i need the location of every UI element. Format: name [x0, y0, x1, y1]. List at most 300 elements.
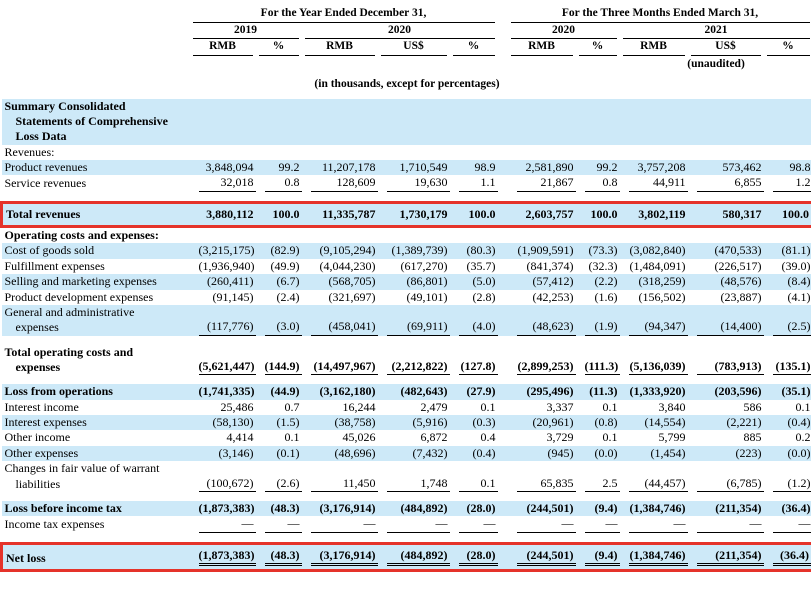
- cell-value: 16,244: [342, 399, 376, 414]
- row-label: General and administrative expenses: [2, 305, 190, 336]
- group-gap: [498, 345, 508, 376]
- cell-value: [190, 99, 256, 145]
- group-gap: [498, 501, 508, 516]
- cell-value: 885: [743, 430, 762, 445]
- cell-value: (20,961): [508, 415, 576, 430]
- group-gap: [498, 99, 508, 145]
- cell-value: (260,411): [190, 274, 256, 289]
- comprehensive-loss-table: [0, 6, 811, 572]
- cell-value: —: [688, 516, 764, 532]
- row-label: Fulfillment expenses: [4, 258, 105, 273]
- cell-value: (57,412): [508, 274, 576, 289]
- row-label: Other income: [4, 430, 71, 445]
- cell-value: 0.8: [576, 175, 620, 191]
- cell-value: 2,479: [420, 399, 448, 414]
- cell-value: —: [450, 516, 498, 532]
- row-label: Product development expenses: [4, 289, 154, 304]
- cell-value: —: [576, 516, 620, 532]
- cell-value: (1,389,739): [378, 243, 450, 258]
- cell-value: [576, 99, 620, 145]
- cell-value: (4,044,230): [319, 258, 376, 273]
- cell-value: (211,354): [688, 501, 764, 516]
- cell-value: (2,899,253): [508, 345, 576, 376]
- cell-value: (318,259): [620, 274, 688, 289]
- cell-value: 0.1: [602, 430, 618, 445]
- cell-value: 0.1: [480, 399, 496, 414]
- col-pct-2020q: %: [576, 39, 620, 56]
- year-2020-annual: 2020: [302, 23, 498, 40]
- cell-value: (82.9): [256, 243, 302, 258]
- cell-value: 44,911: [620, 175, 688, 191]
- group-gap: [498, 305, 508, 336]
- cell-value: [688, 145, 764, 160]
- cell-value: (14,554): [620, 415, 688, 430]
- group-gap: [498, 543, 508, 570]
- cell-value: (39.0): [781, 258, 811, 273]
- cell-value: (945): [508, 446, 576, 461]
- cell-value: (14,497,967): [302, 345, 378, 376]
- cell-value: 2.5: [576, 461, 620, 492]
- header-currency-row: [2, 39, 811, 56]
- cell-value: (3,176,914): [302, 501, 378, 516]
- cell-value: (36.4): [764, 543, 811, 570]
- group-gap: [498, 160, 508, 175]
- cell-value: 3,729: [546, 430, 574, 445]
- cell-value: 11,207,178: [302, 160, 378, 175]
- table-row: [2, 305, 811, 336]
- cell-value: 5,799: [658, 430, 686, 445]
- row-label: Revenues:: [4, 144, 55, 159]
- cell-value: (91,145): [212, 289, 254, 304]
- cell-value: (203,596): [688, 384, 764, 399]
- cell-value: 1,748: [378, 461, 450, 492]
- group-gap: [498, 243, 508, 258]
- cell-value: (69,911): [378, 305, 450, 336]
- cell-value: —: [620, 516, 688, 532]
- table-row: [2, 160, 811, 175]
- group-gap: [498, 227, 508, 244]
- cell-value: —: [764, 516, 811, 532]
- cell-value: [302, 227, 378, 244]
- cell-value: (80.3): [450, 243, 498, 258]
- cell-value: (1.6): [594, 289, 618, 304]
- row-label: Product revenues: [2, 160, 190, 175]
- cell-value: (94,347): [620, 305, 688, 336]
- table-row: [2, 461, 811, 492]
- col-pct-2021q: %: [764, 39, 811, 56]
- cell-value: (27.9): [450, 384, 498, 399]
- cell-value: [620, 99, 688, 145]
- year-2021-quarter: 2021: [620, 23, 811, 40]
- cell-value: 3,848,094: [190, 160, 256, 175]
- cell-value: [508, 145, 576, 160]
- cell-value: [508, 227, 576, 244]
- units-note: (in thousands, except for percentages): [314, 77, 500, 90]
- row-label: Summary Consolidated Statements of Comprehensive Loss Data: [2, 99, 190, 145]
- cell-value: (9.4): [576, 543, 620, 570]
- table-row: [2, 543, 811, 570]
- row-label: Other expenses: [2, 446, 190, 461]
- cell-value: (3,162,180): [302, 384, 378, 399]
- col-pct-2019: %: [256, 39, 302, 56]
- group-gap: [498, 446, 508, 461]
- table-row: [2, 274, 811, 289]
- cell-value: (48.3): [256, 543, 302, 570]
- cell-value: (321,697): [328, 289, 376, 304]
- row-label: Net loss: [2, 543, 190, 570]
- cell-value: (7,432): [378, 446, 450, 461]
- cell-value: (48,623): [508, 305, 576, 336]
- cell-value: [688, 227, 764, 244]
- table-row: [2, 430, 811, 445]
- spacer-row: [2, 192, 811, 203]
- col-group-year-ended: For the Year Ended December 31,: [190, 6, 498, 23]
- col-group-three-months: For the Three Months Ended March 31,: [508, 6, 811, 23]
- cell-value: (3,146): [190, 446, 256, 461]
- cell-value: (3,082,840): [620, 243, 688, 258]
- table-header: [2, 6, 811, 99]
- cell-value: (0.0): [764, 446, 811, 461]
- cell-value: (470,533): [688, 243, 764, 258]
- spacer-cell: [2, 192, 811, 203]
- cell-value: (2,212,822): [378, 345, 450, 376]
- cell-value: (568,705): [302, 274, 378, 289]
- cell-value: [378, 145, 450, 160]
- col-pct-2020: %: [450, 39, 498, 56]
- cell-value: (783,913): [688, 345, 764, 376]
- cell-value: 1,710,549: [378, 160, 450, 175]
- cell-value: (244,501): [508, 501, 576, 516]
- cell-value: 4,414: [226, 430, 254, 445]
- cell-value: 45,026: [342, 430, 376, 445]
- cell-value: 100.0: [256, 202, 302, 226]
- cell-value: (127.8): [450, 345, 498, 376]
- cell-value: 1.1: [450, 175, 498, 191]
- cell-value: (14,400): [688, 305, 764, 336]
- cell-value: (36.4): [764, 501, 811, 516]
- cell-value: (0.4): [764, 415, 811, 430]
- row-label: Selling and marketing expenses: [2, 274, 190, 289]
- row-label: Total operating costs and expenses: [4, 344, 134, 374]
- cell-value: (11.3): [576, 384, 620, 399]
- spacer-row: [2, 492, 811, 501]
- cell-value: 573,462: [688, 160, 764, 175]
- cell-value: (135.1): [764, 345, 811, 376]
- cell-value: (3.0): [256, 305, 302, 336]
- row-label: Loss before income tax: [2, 501, 190, 516]
- cell-value: (9.4): [576, 501, 620, 516]
- group-gap: [498, 175, 508, 191]
- year-2019: 2019: [190, 23, 302, 40]
- cell-value: [302, 145, 378, 160]
- cell-value: (32.3): [588, 258, 618, 273]
- cell-value: (6.7): [256, 274, 302, 289]
- cell-value: [256, 145, 302, 160]
- cell-value: [378, 227, 450, 244]
- cell-value: (73.3): [576, 243, 620, 258]
- table-row: [2, 227, 811, 244]
- cell-value: (2.5): [764, 305, 811, 336]
- cell-value: (482,643): [378, 384, 450, 399]
- cell-value: (86,801): [378, 274, 450, 289]
- row-label: Interest income: [4, 399, 79, 414]
- cell-value: (42,253): [532, 289, 574, 304]
- cell-value: (49,101): [406, 289, 448, 304]
- col-usd-2020: US$: [378, 39, 450, 56]
- spacer-cell: [2, 336, 811, 345]
- cell-value: 1.2: [764, 175, 811, 191]
- cell-value: 0.8: [256, 175, 302, 191]
- cell-value: (28.0): [450, 501, 498, 516]
- cell-value: 100.0: [764, 202, 811, 226]
- cell-value: 0.7: [284, 399, 300, 414]
- group-gap: [498, 23, 508, 40]
- cell-value: (48,576): [688, 274, 764, 289]
- cell-value: (2,221): [688, 415, 764, 430]
- table-row: [2, 400, 811, 415]
- cell-value: (223): [688, 446, 764, 461]
- cell-value: 98.8: [764, 160, 811, 175]
- cell-value: (2.8): [472, 289, 496, 304]
- cell-value: [190, 227, 256, 244]
- cell-value: [190, 145, 256, 160]
- cell-value: (1,484,091): [629, 258, 686, 273]
- cell-value: 100.0: [576, 202, 620, 226]
- group-gap: [498, 39, 508, 56]
- group-gap: [498, 290, 508, 305]
- cell-value: (1,384,746): [620, 543, 688, 570]
- cell-value: (1,741,335): [190, 384, 256, 399]
- group-gap: [498, 400, 508, 415]
- cell-value: 0.4: [480, 430, 496, 445]
- cell-value: (9,105,294): [302, 243, 378, 258]
- cell-value: 100.0: [450, 202, 498, 226]
- cell-value: (144.9): [256, 345, 302, 376]
- row-label: Loss from operations: [2, 384, 190, 399]
- cell-value: (48.3): [256, 501, 302, 516]
- cell-value: (2.2): [576, 274, 620, 289]
- cell-value: [450, 227, 498, 244]
- cell-value: [508, 99, 576, 145]
- cell-value: (58,130): [190, 415, 256, 430]
- cell-value: (3,215,175): [190, 243, 256, 258]
- header-spacer: [2, 6, 190, 23]
- cell-value: (0.1): [256, 446, 302, 461]
- cell-value: (2.4): [276, 289, 300, 304]
- cell-value: (5,621,447): [190, 345, 256, 376]
- cell-value: 2,603,757: [508, 202, 576, 226]
- cell-value: 21,867: [508, 175, 576, 191]
- group-gap: [498, 415, 508, 430]
- row-label: Cost of goods sold: [2, 243, 190, 258]
- table-row: [2, 501, 811, 516]
- header-unaudited-row: [2, 56, 811, 72]
- group-gap: [498, 202, 508, 226]
- cell-value: 3,880,112: [190, 202, 256, 226]
- cell-value: (211,354): [688, 543, 764, 570]
- row-label: Changes in fair value of warrant liabilities: [4, 461, 160, 491]
- group-gap: [498, 430, 508, 445]
- cell-value: (156,502): [638, 289, 686, 304]
- row-label: Interest expenses: [2, 415, 190, 430]
- table-row: [2, 175, 811, 191]
- cell-value: 6,872: [420, 430, 448, 445]
- cell-value: (1,873,383): [190, 543, 256, 570]
- cell-value: (295,496): [508, 384, 576, 399]
- cell-value: —: [256, 516, 302, 532]
- cell-value: 3,802,119: [620, 202, 688, 226]
- cell-value: (1.5): [256, 415, 302, 430]
- cell-value: 3,337: [546, 399, 574, 414]
- cell-value: 3,840: [658, 399, 686, 414]
- cell-value: (35.7): [466, 258, 496, 273]
- group-gap: [498, 6, 508, 23]
- cell-value: 580,317: [688, 202, 764, 226]
- cell-value: (0.0): [576, 446, 620, 461]
- table-row: [2, 446, 811, 461]
- cell-value: [764, 99, 811, 145]
- cell-value: 3,757,208: [620, 160, 688, 175]
- cell-value: —: [302, 516, 378, 532]
- group-gap: [498, 516, 508, 532]
- cell-value: (5.0): [450, 274, 498, 289]
- cell-value: [256, 227, 302, 244]
- row-label: Service revenues: [4, 176, 87, 191]
- table-row: [2, 415, 811, 430]
- group-gap: [498, 274, 508, 289]
- cell-value: (1,333,920): [620, 384, 688, 399]
- cell-value: (23,887): [720, 289, 762, 304]
- cell-value: 0.1: [795, 399, 811, 414]
- cell-value: (0.3): [450, 415, 498, 430]
- header-units-row: [2, 72, 811, 99]
- table-row: [2, 202, 811, 226]
- table-row: [2, 99, 811, 145]
- cell-value: (44.9): [256, 384, 302, 399]
- spacer-cell: [2, 492, 811, 501]
- cell-value: (3,176,914): [302, 543, 378, 570]
- col-usd-2021q: US$: [688, 39, 764, 56]
- spacer-row: [2, 336, 811, 345]
- cell-value: (2.6): [256, 461, 302, 492]
- cell-value: (5,136,039): [620, 345, 688, 376]
- cell-value: (484,892): [378, 501, 450, 516]
- row-label: Operating costs and expenses:: [4, 228, 159, 243]
- cell-value: (1,384,746): [620, 501, 688, 516]
- group-gap: [498, 461, 508, 492]
- cell-value: (841,374): [526, 258, 574, 273]
- cell-value: [620, 227, 688, 244]
- row-label: Total revenues: [2, 202, 190, 226]
- cell-value: [764, 145, 811, 160]
- cell-value: (0.4): [450, 446, 498, 461]
- cell-value: (6,785): [688, 461, 764, 492]
- header-group-row: [2, 6, 811, 23]
- table-row: [2, 145, 811, 160]
- cell-value: (1.9): [576, 305, 620, 336]
- group-gap: [498, 145, 508, 160]
- cell-value: (35.1): [764, 384, 811, 399]
- cell-value: (100,672): [190, 461, 256, 492]
- cell-value: (0.8): [576, 415, 620, 430]
- cell-value: 586: [743, 399, 762, 414]
- cell-value: (111.3): [576, 345, 620, 376]
- cell-value: 2,581,890: [508, 160, 576, 175]
- cell-value: (1,909,591): [508, 243, 576, 258]
- cell-value: (81.1): [764, 243, 811, 258]
- table-row: [2, 516, 811, 532]
- table-row: [2, 243, 811, 258]
- col-rmb-2020: RMB: [302, 39, 378, 56]
- cell-value: 32,018: [190, 175, 256, 191]
- cell-value: [576, 227, 620, 244]
- cell-value: [688, 99, 764, 145]
- cell-value: (5,916): [378, 415, 450, 430]
- cell-value: (1,873,383): [190, 501, 256, 516]
- spacer-row: [2, 533, 811, 544]
- col-rmb-2020q: RMB: [508, 39, 576, 56]
- col-rmb-2019: RMB: [190, 39, 256, 56]
- table-row: [2, 259, 811, 274]
- cell-value: 65,835: [508, 461, 576, 492]
- group-gap: [498, 384, 508, 399]
- cell-value: [450, 145, 498, 160]
- cell-value: (226,517): [714, 258, 762, 273]
- cell-value: 0.1: [602, 399, 618, 414]
- col-rmb-2021q: RMB: [620, 39, 688, 56]
- cell-value: 0.1: [284, 430, 300, 445]
- cell-value: 99.2: [576, 160, 620, 175]
- cell-value: 6,855: [688, 175, 764, 191]
- year-2020-quarter: 2020: [508, 23, 620, 40]
- cell-value: [256, 99, 302, 145]
- spacer-cell: [2, 375, 811, 384]
- cell-value: [378, 99, 450, 145]
- cell-value: [302, 99, 378, 145]
- cell-value: (1.2): [764, 461, 811, 492]
- cell-value: (4.1): [787, 289, 811, 304]
- table-row: [2, 384, 811, 399]
- cell-value: (38,758): [302, 415, 378, 430]
- cell-value: [450, 99, 498, 145]
- spacer-row: [2, 375, 811, 384]
- cell-value: [576, 145, 620, 160]
- cell-value: 98.9: [450, 160, 498, 175]
- unaudited-note: (unaudited): [687, 58, 745, 71]
- cell-value: (484,892): [378, 543, 450, 570]
- cell-value: (1,936,940): [198, 258, 255, 273]
- cell-value: (244,501): [508, 543, 576, 570]
- cell-value: (4.0): [450, 305, 498, 336]
- cell-value: (8.4): [764, 274, 811, 289]
- cell-value: —: [508, 516, 576, 532]
- cell-value: (117,776): [190, 305, 256, 336]
- cell-value: 99.2: [256, 160, 302, 175]
- cell-value: 19,630: [378, 175, 450, 191]
- cell-value: [620, 145, 688, 160]
- cell-value: 25,486: [220, 399, 254, 414]
- table-row: [2, 345, 811, 376]
- cell-value: 11,335,787: [302, 202, 378, 226]
- spacer-cell: [2, 533, 811, 544]
- cell-value: [764, 227, 811, 244]
- cell-value: (1,454): [620, 446, 688, 461]
- cell-value: (44,457): [620, 461, 688, 492]
- cell-value: 1,730,179: [378, 202, 450, 226]
- cell-value: (617,270): [400, 258, 448, 273]
- table-body: [2, 99, 811, 571]
- cell-value: —: [190, 516, 256, 532]
